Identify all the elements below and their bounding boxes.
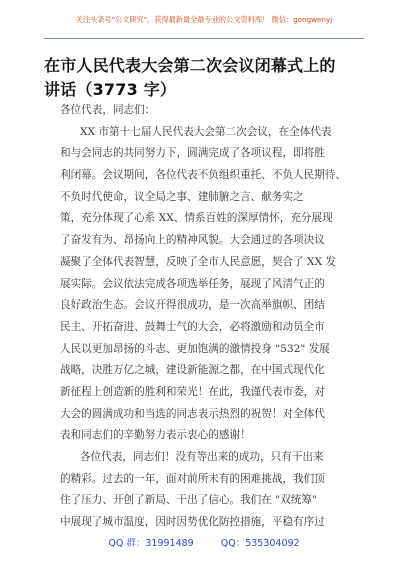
- paragraph-line: XX 市第十七届人民代表大会第二次会议，在全体代表: [80, 125, 332, 138]
- paragraph-line: 新征程上创造新的胜利和荣光！在此，我谨代表市委，对: [60, 385, 325, 398]
- paragraph-line: 人民以更加昂扬的斗志、更加饱满的激情投身 "532" 发展: [60, 342, 330, 355]
- page-footer: [0, 535, 408, 549]
- paragraph-line: 凝聚了全体代表智慧，反映了全市人民意愿，契合了 XX 发: [60, 255, 337, 268]
- document-title: [44, 54, 374, 102]
- paragraph-line: 住了压力、开创了新局、干出了信心。我们在 "双统筹": [60, 494, 317, 507]
- title-line-2: 讲话（3773 字）: [44, 80, 177, 99]
- paragraph-line: 中展现了城市温度，因时因势优化防控措施，平稳有序过: [60, 516, 325, 529]
- paragraph-line: 利闭幕。会议期间，各位代表不负组织重托、不负人民期待、: [60, 169, 347, 182]
- footer-qq: QQ：535304092: [220, 538, 300, 549]
- title-line-1: 在市人民代表大会第二次会议闭幕式上的: [44, 56, 336, 75]
- page-header: [44, 6, 364, 39]
- footer-qq-group: QQ 群：31991489: [108, 538, 194, 549]
- paragraph-line: 不负时代使命，议全局之事、建肺腑之言、献务实之: [60, 190, 304, 203]
- paragraph-line: 良好政治生态。会议开得很成功，是一次高举旗帜、团结: [60, 299, 325, 312]
- paragraph-line: 和与会同志的共同努力下，圆满完成了各项议程，即将胜: [60, 147, 325, 160]
- salutation: 各位代表，同志们：: [60, 104, 156, 116]
- document-body: [60, 100, 366, 534]
- paragraph-line: 大会的圆满成功和当选的同志表示热烈的祝贺！对全体代: [60, 407, 325, 420]
- paragraph-line: 各位代表，同志们！没有等出来的成功，只有干出来: [80, 451, 324, 463]
- paragraph-line: 民主、开拓奋进、鼓舞士气的大会，必将激励和动员全市: [60, 320, 325, 333]
- paragraph-line: 表和同志们的辛勤努力表示衷心的感谢！: [60, 429, 251, 442]
- paragraph-line: 的精彩。过去的一年，面对前所未有的困难挑战，我们顶: [60, 472, 325, 485]
- paragraph-line: 战略，决胜万亿之城，建设新能源之都，在中国式现代化: [60, 364, 325, 377]
- paragraph-line: 了奋发有为、昂扬向上的精神风貌。大会通过的各项决议: [60, 234, 325, 247]
- paragraph-line: 策，充分体现了心系 XX、情系百姓的深厚情怀，充分展现: [60, 212, 333, 225]
- paragraph-line: 展实际。会议依法完成各项选举任务，展现了风清气正的: [60, 277, 325, 290]
- header-notice: 关注头条号"公文研究"，获得最新最全最专业的公文资料库！ 微信：gongwenyj: [75, 15, 333, 24]
